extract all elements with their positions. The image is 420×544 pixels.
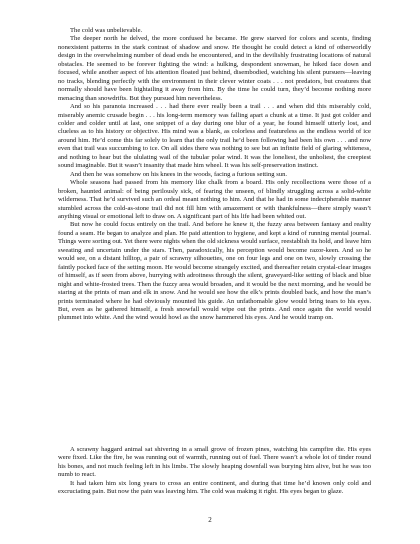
paragraph: The cold was unbelievable.	[70, 27, 143, 34]
page-number: 2	[208, 516, 212, 524]
section-one	[58, 27, 371, 323]
paragraph: But now he could focus entirely on the trail. And before he knew it, the fuzzy area between fantasy and reality found a seam. He began to analyze and plan. He paid attention to hygiene, and kept a kind of running mental journal. Things were sorting out. Yet there were nights when the old sickness would surface, reestablish its hold, and leave him sweating and uncertain under the stars. Then, paradoxically, his perception would become razor-keen. And so he would see, on a distant hilltop, a pair of scrawny silhouettes, one on four legs and one on two, slowly crossing the faintly pocked face of the setting moon. He would become strangely excited, and thereafter retain crystal-clear images of himself, as if seen from above, hurrying with adroitness through the silent, graveyard-like setting of black and blue night and white-frosted trees. Then the fuzzy area would broaden, and it would be the next morning, and he would be staring at the prints of man and elk in snow. And he would see how the elk’s prints doubled back, and how the man’s prints terminated where he had obviously mounted his guide. An unfathomable glow would bring tears to his eyes. But, even as he gathered himself, a fresh snowfall would wipe out the prints. And once again the world would plummet into white. And the wind would howl as the snow hammered his eyes. And he would tramp on.	[58, 221, 371, 322]
paragraph: A scrawny haggard animal sat shivering in a small grove of frozen pines, watching his campfire die. His eyes were fixed. Like the fire, he was running out of warmth, running out of fuel. There wasn’t a whole lot of tinder round his bones, and not much feeling left in his limbs. The slowly heaping downfall was burying him alive, but he was too numb to react.	[58, 446, 371, 479]
paragraph: The deeper north he delved, the more confused he became. He grew starved for colors and scents, finding nonexistent patterns in the stark contrast of shadow and snow. He thought he could detect a kind of otherworldly design in the overwhelming number of dead ends he encountered, and in the devilishly frustrating locations of natural obstacles. He seemed to be forever fighting the wind: a hulking, despondent snowman, he hiked face down and focused, while another aspect of his attention floated just behind, disembodied, watching his silent pursuers—leaving no tracks, blending perfectly with the environment in their clever winter coats . . . not predators, but creatures that normally should have been hightailing it away from him. By the time he could turn, they’d become nothing more menacing than snowdrifts. But they pursued him nevertheless.	[58, 35, 371, 102]
paragraph: It had taken him six long years to cross an entire continent, and during that time he’d known only cold and excruciating pain. But now the pain was leaving him. The cold was making it right. His eyes began to glaze.	[58, 479, 371, 496]
section-two	[58, 446, 371, 497]
paragraph: And so his paranoia increased . . . had there ever really been a trail . . . and when did this miserably cold, miserably anemic crusade begin . . . his long-term memory was falling apart a chunk at a time. It just got colder and colder and colder until at last, one snippet of a day during one blur of a year, he found himself utterly lost, and clueless as to his history or objective. His mind was a blank, as colorless and featureless as the endless world of ice around him. He’d come this far solely to learn that the only trail he’d been following had been his own . . . and now even that trail was succumbing to ice. On all sides there was nothing to see but an infinite field of glaring whiteness, and nothing to hear but the ululating wail of the tubular polar wind. It was the loneliest, the unholiest, the creepiest sound imaginable. But it wasn’t insanity that made him wheel. It was his self-preservation instinct.	[58, 103, 371, 170]
paragraph: Whole seasons had passed from his memory like chalk from a board. His only recollections were those of a broken, haunted animal: of being perilously sick, of fearing the unseen, of blindly struggling across a solid-white wilderness. That he’d survived such an ordeal meant nothing to him. And that he had in some indecipherable manner stumbled across the cold-as-stone trail did not fill him with amazement or with thankfulness—there simply wasn’t anything visual or emotional left to draw on. A significant part of his life had been whited out.	[58, 179, 371, 220]
paragraph: And then he was somehow on his knees in the woods, facing a furious setting sun.	[70, 170, 288, 178]
